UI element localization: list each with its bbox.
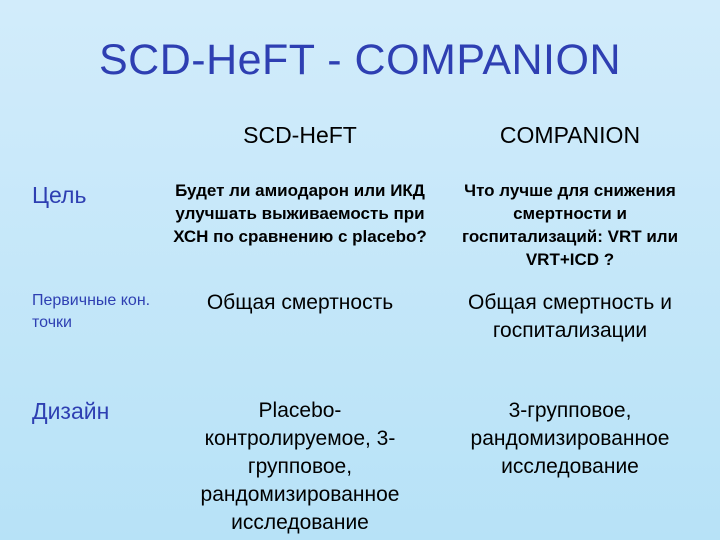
slide-title: SCD-HeFT - COMPANION bbox=[98, 36, 622, 84]
design-companion: 3-групповое, рандомизированное исследование bbox=[470, 399, 670, 478]
goal-companion: Что лучше для снижения смертности и госпитализаций: VRT или VRT+ICD ? bbox=[461, 181, 679, 269]
row-label-endpoints: Первичные кон. точки bbox=[32, 292, 151, 331]
row-label-design: Дизайн bbox=[32, 398, 110, 424]
column-header-companion: COMPANION bbox=[499, 122, 641, 148]
endpoints-scd-heft: Общая смертность bbox=[206, 291, 394, 314]
design-scd-heft: Placebo-контролируемое, 3-групповое, рандомизированное исследование bbox=[200, 399, 400, 534]
column-header-scd-heft: SCD-HeFT bbox=[243, 122, 357, 148]
row-label-goal: Цель bbox=[32, 182, 87, 208]
goal-scd-heft: Будет ли амиодарон или ИКД улучшать выживаемость при ХСН по сравнению с placebo? bbox=[173, 181, 427, 246]
endpoints-companion: Общая смертность и госпитализации bbox=[468, 291, 672, 342]
